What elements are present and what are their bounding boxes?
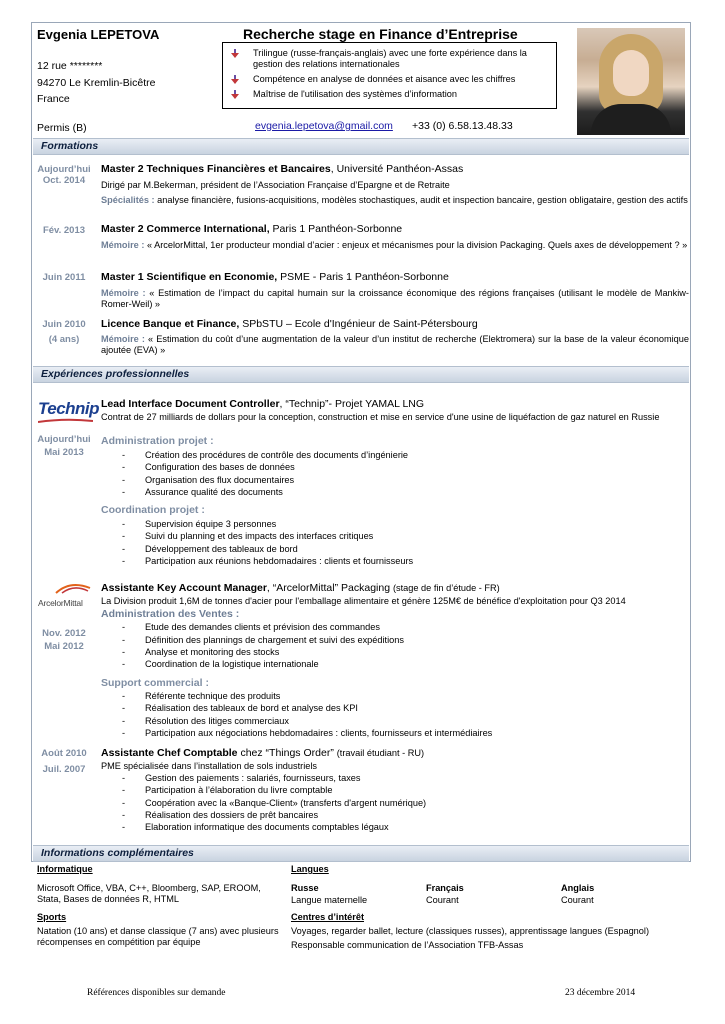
job-task: - Analyse et monitoring des stocks [122, 647, 280, 657]
date-start: Fév. 2013 [42, 225, 86, 236]
date-end: Juil. 2007 [42, 764, 86, 775]
email-link[interactable]: evgenia.lepetova@gmail.com [255, 120, 393, 132]
degree-title: Licence Banque et Finance, SPbSTU – Ecole d'Ingénieur de Saint-Pétersbourg [101, 318, 478, 330]
date-end: Oct. 2014 [42, 175, 86, 186]
arrow-bullet-icon [231, 49, 239, 58]
job-task: - Réalisation des dossiers de prêt bancaires [122, 810, 319, 820]
footer-date: 23 décembre 2014 [565, 988, 636, 998]
job-subheading: Support commercial : [101, 677, 209, 689]
job-task: - Participation aux négociations hebdomadaires : clients, fournisseurs et intermédiaires [122, 728, 493, 738]
informatique-heading: Informatique [37, 864, 93, 874]
date-start: Aujourd’hui [37, 164, 91, 175]
sports-text: Natation (10 ans) et danse classique (7 ans) avec plusieurs récompenses en compétition par équipe [37, 926, 279, 947]
job-task: - Gestion des paiements : salariés, fournisseurs, taxes [122, 773, 361, 783]
job-task: - Coopération avec la «Banque-Client» (transferts d'argent numérique) [122, 798, 427, 808]
cv-title: Recherche stage en Finance d’Entreprise [243, 26, 518, 42]
degree-memoire: Mémoire : « Estimation de l’impact du capital humain sur la croissance économique des régions françaises (utilisant le modèle de Mankiw-Romer-Weil) » [101, 288, 689, 309]
job-task: - Supervision équipe 3 personnes [122, 519, 277, 529]
summary-item: Maîtrise de l'utilisation des systèmes d’information [231, 89, 550, 100]
interests-heading: Centres d’intérêt [291, 912, 365, 922]
job-subheading: Administration projet : [101, 435, 214, 447]
job-task: - Participation aux réunions hebdomadaires : clients et fournisseurs [122, 556, 414, 566]
job-task: - Définition des plannings de chargement et suivi des expéditions [122, 635, 404, 645]
address-line-1: 12 rue ******** [37, 60, 103, 72]
job-description: Contrat de 27 milliards de dollars pour la conception, construction et mise en service d'une usine de liquéfaction de gaz naturel en Russie [101, 412, 660, 422]
degree-title: Master 2 Commerce International, Paris 1 Panthéon-Sorbonne [101, 223, 403, 235]
technip-logo: Technip [38, 399, 100, 418]
informatique-skills: Microsoft Office, VBA, C++, Bloomberg, SAP, EROOM, Stata, Bases de données R, HTML [37, 883, 261, 904]
langues-heading: Langues [291, 864, 329, 874]
job-description: PME spécialisée dans l’installation de sols industriels [101, 761, 318, 771]
driving-licence: Permis (B) [37, 122, 87, 134]
language-name: Anglais [561, 883, 595, 893]
date-start: Nov. 2012 [42, 628, 86, 639]
job-description: La Division produit 1,6M de tonnes d'acier pour l'emballage alimentaire et génère 125M€ de bénéfice d'exploitation pour Q3 2014 [101, 596, 626, 606]
job-task: - Réalisation des tableaux de bord et analyse des KPI [122, 703, 358, 713]
summary-item: Trilingue (russe-français-anglais) avec une forte expérience dans la gestion des relations internationales [231, 48, 550, 70]
interests-text: Responsable communication de l’Association TFB-Assas [291, 940, 524, 950]
job-task: - Référente technique des produits [122, 691, 281, 701]
date-start: Juin 2010 [42, 319, 86, 330]
section-experiences: Expériences professionnelles [33, 366, 689, 383]
address-line-2: 94270 Le Kremlin-Bicêtre [37, 77, 156, 89]
candidate-name: Evgenia LEPETOVA [37, 27, 160, 42]
arrow-bullet-icon [231, 75, 239, 84]
job-task: - Résolution des litiges commerciaux [122, 716, 289, 726]
job-task: - Développement des tableaux de bord [122, 544, 298, 554]
technip-logo-swoosh [38, 418, 93, 424]
degree-memoire: Mémoire : « Estimation du coût d’une augmentation de la valeur d’un institut de recherche (Elektromera) sur la base de la valeur économique ajoutée (EVA) » [101, 334, 689, 355]
summary-item: Compétence en analyse de données et aisance avec les chiffres [231, 74, 550, 85]
job-task: - Coordination de la logistique internationale [122, 659, 319, 669]
date-start: Aujourd’hui [37, 434, 91, 445]
degree-specialities: Spécialités : analyse financière, fusions-acquisitions, modèles stochastiques, audit et inspection bancaire, gestion obligataire, gestion des actifs [101, 195, 688, 205]
footer-references: Références disponibles sur demande [87, 988, 226, 998]
arrow-bullet-icon [231, 90, 239, 99]
job-task: - Elaboration informatique des documents comptables légaux [122, 822, 389, 832]
degree-title: Master 1 Scientifique en Economie, PSME - Paris 1 Panthéon-Sorbonne [101, 271, 449, 283]
degree-memoire: Mémoire : « ArcelorMittal, 1er producteur mondial d’acier : enjeux et mécanismes pour la division Packaging. Quels axes de développement ? » [101, 240, 688, 250]
phone-number: +33 (0) 6.58.13.48.33 [412, 120, 513, 132]
job-task: - Etude des demandes clients et prévision des commandes [122, 622, 380, 632]
interests-text: Voyages, regarder ballet, lecture (classiques russes), apprentissage langues (Espagnol) [291, 926, 649, 936]
job-subheading: Administration des Ventes : [101, 608, 240, 620]
job-task: - Suivi du planning et des impacts des interfaces critiques [122, 531, 374, 541]
job-title: Assistante Chef Comptable chez “Things Order” (travail étudiant - RU) [101, 747, 425, 759]
arcelormittal-swoosh-icon [54, 582, 92, 594]
date-start: Juin 2011 [42, 272, 86, 283]
language-name: Russe [291, 883, 319, 893]
language-name: Français [426, 883, 464, 893]
section-formations: Formations [33, 138, 689, 155]
arcelormittal-logo: ArcelorMittal [38, 582, 93, 612]
section-infos: Informations complémentaires [33, 845, 689, 862]
date-end: Mai 2013 [44, 447, 84, 458]
language-level: Courant [426, 895, 459, 905]
address-country: France [37, 93, 70, 105]
job-title: Assistante Key Account Manager, “ArcelorMittal” Packaging (stage de fin d’étude - FR) [101, 582, 500, 594]
profile-photo [577, 28, 685, 135]
date-end: Mai 2012 [44, 641, 84, 652]
language-level: Langue maternelle [291, 895, 368, 905]
summary-box [222, 42, 557, 109]
date-end: (4 ans) [48, 334, 80, 345]
job-task: - Assurance qualité des documents [122, 487, 283, 497]
language-level: Courant [561, 895, 594, 905]
job-task: - Participation à l’élaboration du livre comptable [122, 785, 333, 795]
degree-director: Dirigé par M.Bekerman, président de l’Association Française d’Epargne et de Retraite [101, 180, 450, 190]
job-task: - Organisation des flux documentaires [122, 475, 295, 485]
degree-title: Master 2 Techniques Financières et Bancaires, Université Panthéon-Assas [101, 163, 464, 175]
sports-heading: Sports [37, 912, 67, 922]
job-title: Lead Interface Document Controller, “Technip”- Projet YAMAL LNG [101, 398, 425, 410]
date-start: Août 2010 [41, 748, 87, 759]
job-task: - Création des procédures de contrôle des documents d’ingénierie [122, 450, 409, 460]
job-subheading: Coordination projet : [101, 504, 205, 516]
job-task: - Configuration des bases de données [122, 462, 295, 472]
